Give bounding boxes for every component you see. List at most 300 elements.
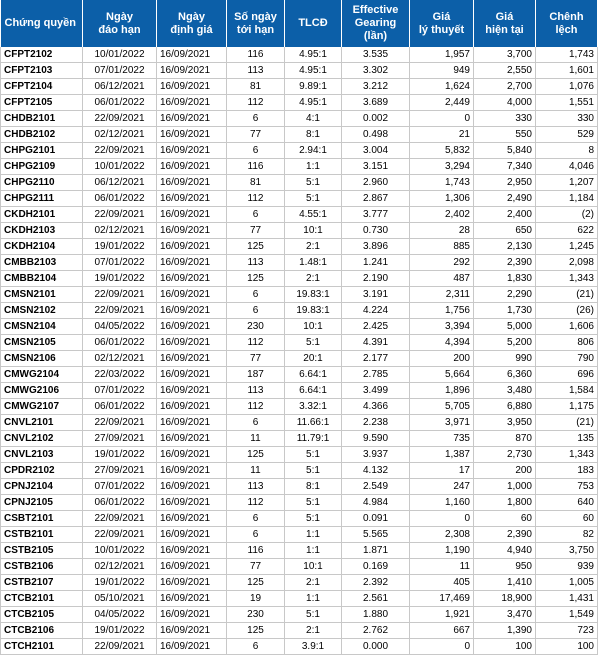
conversion-ratio-cell: 10:1 (285, 319, 342, 335)
conversion-ratio-cell: 20:1 (285, 351, 342, 367)
theoretical-price-cell: 5,832 (410, 143, 474, 159)
warrant-code-cell: CHPG2110 (1, 175, 83, 191)
effective-gearing-cell: 1.871 (342, 543, 410, 559)
effective-gearing-cell: 2.425 (342, 319, 410, 335)
theoretical-price-cell: 949 (410, 63, 474, 79)
conversion-ratio-cell: 6.64:1 (285, 383, 342, 399)
expiry-date-cell: 02/12/2021 (83, 351, 157, 367)
valuation-date-cell: 16/09/2021 (157, 543, 227, 559)
table-row (1, 623, 598, 639)
days-to-expiry-cell: 11 (227, 463, 285, 479)
effective-gearing-cell: 2.549 (342, 479, 410, 495)
expiry-date-cell: 22/03/2022 (83, 367, 157, 383)
table-row (1, 591, 598, 607)
theoretical-price-cell: 5,705 (410, 399, 474, 415)
current-price-cell: 2,290 (474, 287, 536, 303)
effective-gearing-cell: 2.561 (342, 591, 410, 607)
days-to-expiry-cell: 6 (227, 415, 285, 431)
valuation-date-cell: 16/09/2021 (157, 479, 227, 495)
warrant-code-cell: CTCB2101 (1, 591, 83, 607)
valuation-date-cell: 16/09/2021 (157, 431, 227, 447)
current-price-cell: 1,830 (474, 271, 536, 287)
days-to-expiry-cell: 125 (227, 447, 285, 463)
current-price-cell: 5,000 (474, 319, 536, 335)
effective-gearing-cell: 3.896 (342, 239, 410, 255)
theoretical-price-cell: 2,402 (410, 207, 474, 223)
current-price-cell: 3,950 (474, 415, 536, 431)
valuation-date-cell: 16/09/2021 (157, 303, 227, 319)
warrant-code-cell: CMSN2104 (1, 319, 83, 335)
expiry-date-cell: 22/09/2021 (83, 511, 157, 527)
warrant-code-cell: CKDH2103 (1, 223, 83, 239)
valuation-date-cell: 16/09/2021 (157, 79, 227, 95)
effective-gearing-cell: 2.762 (342, 623, 410, 639)
days-to-expiry-cell: 112 (227, 495, 285, 511)
current-price-cell: 1,390 (474, 623, 536, 639)
theoretical-price-cell: 4,394 (410, 335, 474, 351)
theoretical-price-cell: 1,160 (410, 495, 474, 511)
days-to-expiry-cell: 116 (227, 159, 285, 175)
effective-gearing-cell: 4.132 (342, 463, 410, 479)
theoretical-price-cell: 292 (410, 255, 474, 271)
effective-gearing-cell: 2.960 (342, 175, 410, 191)
table-row (1, 191, 598, 207)
current-price-cell: 5,840 (474, 143, 536, 159)
valuation-date-cell: 16/09/2021 (157, 351, 227, 367)
conversion-ratio-cell: 5:1 (285, 607, 342, 623)
expiry-date-cell: 06/12/2021 (83, 175, 157, 191)
conversion-ratio-cell: 5:1 (285, 175, 342, 191)
theoretical-price-cell: 1,387 (410, 447, 474, 463)
current-price-cell: 18,900 (474, 591, 536, 607)
conversion-ratio-cell: 5:1 (285, 495, 342, 511)
days-to-expiry-cell: 19 (227, 591, 285, 607)
valuation-date-cell: 16/09/2021 (157, 191, 227, 207)
expiry-date-cell: 07/01/2022 (83, 383, 157, 399)
valuation-date-cell: 16/09/2021 (157, 447, 227, 463)
conversion-ratio-cell: 8:1 (285, 479, 342, 495)
valuation-date-cell: 16/09/2021 (157, 527, 227, 543)
difference-cell: 1,606 (536, 319, 598, 335)
valuation-date-cell: 16/09/2021 (157, 175, 227, 191)
effective-gearing-cell: 2.392 (342, 575, 410, 591)
valuation-date-cell: 16/09/2021 (157, 383, 227, 399)
conversion-ratio-cell: 2:1 (285, 239, 342, 255)
valuation-date-cell: 16/09/2021 (157, 271, 227, 287)
valuation-date-cell: 16/09/2021 (157, 591, 227, 607)
difference-cell: 3,750 (536, 543, 598, 559)
warrant-code-cell: CHDB2102 (1, 127, 83, 143)
theoretical-price-cell: 3,971 (410, 415, 474, 431)
valuation-date-cell: 16/09/2021 (157, 415, 227, 431)
conversion-ratio-cell: 9.89:1 (285, 79, 342, 95)
difference-cell: 60 (536, 511, 598, 527)
theoretical-price-cell: 21 (410, 127, 474, 143)
theoretical-price-cell: 2,308 (410, 527, 474, 543)
expiry-date-cell: 19/01/2022 (83, 623, 157, 639)
expiry-date-cell: 04/05/2022 (83, 607, 157, 623)
theoretical-price-cell: 1,957 (410, 47, 474, 63)
effective-gearing-cell: 0.000 (342, 639, 410, 655)
conversion-ratio-cell: 2:1 (285, 575, 342, 591)
current-price-cell: 870 (474, 431, 536, 447)
current-price-cell: 1,800 (474, 495, 536, 511)
expiry-date-cell: 02/12/2021 (83, 127, 157, 143)
expiry-date-cell: 22/09/2021 (83, 527, 157, 543)
days-to-expiry-cell: 11 (227, 431, 285, 447)
expiry-date-cell: 06/01/2022 (83, 335, 157, 351)
days-to-expiry-cell: 112 (227, 399, 285, 415)
expiry-date-cell: 19/01/2022 (83, 239, 157, 255)
difference-cell: 1,245 (536, 239, 598, 255)
expiry-date-cell: 07/01/2022 (83, 479, 157, 495)
expiry-date-cell: 22/09/2021 (83, 303, 157, 319)
current-price-cell: 2,390 (474, 255, 536, 271)
effective-gearing-cell: 4.366 (342, 399, 410, 415)
days-to-expiry-cell: 6 (227, 143, 285, 159)
current-price-cell: 6,880 (474, 399, 536, 415)
table-row (1, 495, 598, 511)
difference-cell: 1,601 (536, 63, 598, 79)
theoretical-price-cell: 1,306 (410, 191, 474, 207)
table-row (1, 79, 598, 95)
days-to-expiry-cell: 6 (227, 303, 285, 319)
current-price-cell: 2,390 (474, 527, 536, 543)
difference-cell: 640 (536, 495, 598, 511)
valuation-date-cell: 16/09/2021 (157, 575, 227, 591)
expiry-date-cell: 06/12/2021 (83, 79, 157, 95)
table-row (1, 127, 598, 143)
conversion-ratio-cell: 2:1 (285, 271, 342, 287)
current-price-cell: 5,200 (474, 335, 536, 351)
valuation-date-cell: 16/09/2021 (157, 639, 227, 655)
difference-cell: 1,175 (536, 399, 598, 415)
table-row (1, 527, 598, 543)
conversion-ratio-cell: 4.95:1 (285, 47, 342, 63)
expiry-date-cell: 22/09/2021 (83, 287, 157, 303)
warrant-code-cell: CSTB2106 (1, 559, 83, 575)
effective-gearing-cell: 0.002 (342, 111, 410, 127)
table-row (1, 239, 598, 255)
current-price-cell: 3,700 (474, 47, 536, 63)
theoretical-price-cell: 885 (410, 239, 474, 255)
theoretical-price-cell: 2,311 (410, 287, 474, 303)
conversion-ratio-cell: 19.83:1 (285, 303, 342, 319)
current-price-cell: 3,470 (474, 607, 536, 623)
table-row (1, 95, 598, 111)
warrant-code-cell: CMSN2102 (1, 303, 83, 319)
conversion-ratio-cell: 10:1 (285, 223, 342, 239)
conversion-ratio-cell: 1:1 (285, 543, 342, 559)
conversion-ratio-cell: 4.95:1 (285, 95, 342, 111)
warrant-code-cell: CTCB2106 (1, 623, 83, 639)
theoretical-price-cell: 735 (410, 431, 474, 447)
current-price-cell: 2,550 (474, 63, 536, 79)
current-price-cell: 6,360 (474, 367, 536, 383)
theoretical-price-cell: 0 (410, 111, 474, 127)
effective-gearing-cell: 0.169 (342, 559, 410, 575)
table-row (1, 639, 598, 655)
current-price-cell: 1,000 (474, 479, 536, 495)
table-row (1, 271, 598, 287)
effective-gearing-cell: 3.499 (342, 383, 410, 399)
difference-cell: 1,431 (536, 591, 598, 607)
expiry-date-cell: 22/09/2021 (83, 415, 157, 431)
warrant-code-cell: CSTB2101 (1, 527, 83, 543)
difference-cell: 1,005 (536, 575, 598, 591)
expiry-date-cell: 10/01/2022 (83, 47, 157, 63)
warrant-code-cell: CHPG2109 (1, 159, 83, 175)
valuation-date-cell: 16/09/2021 (157, 223, 227, 239)
warrant-code-cell: CMWG2107 (1, 399, 83, 415)
warrant-code-cell: CSTB2107 (1, 575, 83, 591)
expiry-date-cell: 10/01/2022 (83, 543, 157, 559)
current-price-cell: 100 (474, 639, 536, 655)
table-row (1, 319, 598, 335)
valuation-date-cell: 16/09/2021 (157, 367, 227, 383)
conversion-ratio-cell: 10:1 (285, 559, 342, 575)
current-price-cell: 4,000 (474, 95, 536, 111)
current-price-cell: 2,730 (474, 447, 536, 463)
warrant-code-cell: CFPT2103 (1, 63, 83, 79)
theoretical-price-cell: 1,743 (410, 175, 474, 191)
days-to-expiry-cell: 112 (227, 95, 285, 111)
valuation-date-cell: 16/09/2021 (157, 255, 227, 271)
theoretical-price-cell: 5,664 (410, 367, 474, 383)
days-to-expiry-cell: 6 (227, 511, 285, 527)
expiry-date-cell: 02/12/2021 (83, 559, 157, 575)
warrant-code-cell: CHPG2111 (1, 191, 83, 207)
expiry-date-cell: 27/09/2021 (83, 463, 157, 479)
conversion-ratio-cell: 8:1 (285, 127, 342, 143)
effective-gearing-cell: 0.730 (342, 223, 410, 239)
header-expiry-date: Ngày đáo hạn (83, 0, 157, 47)
expiry-date-cell: 02/12/2021 (83, 223, 157, 239)
conversion-ratio-cell: 1:1 (285, 159, 342, 175)
difference-cell: 1,743 (536, 47, 598, 63)
conversion-ratio-cell: 11.66:1 (285, 415, 342, 431)
table-row (1, 463, 598, 479)
effective-gearing-cell: 2.177 (342, 351, 410, 367)
warrant-code-cell: CPDR2102 (1, 463, 83, 479)
conversion-ratio-cell: 5:1 (285, 335, 342, 351)
days-to-expiry-cell: 112 (227, 335, 285, 351)
table-row (1, 223, 598, 239)
conversion-ratio-cell: 2:1 (285, 623, 342, 639)
conversion-ratio-cell: 4:1 (285, 111, 342, 127)
theoretical-price-cell: 1,896 (410, 383, 474, 399)
effective-gearing-cell: 3.777 (342, 207, 410, 223)
days-to-expiry-cell: 113 (227, 479, 285, 495)
difference-cell: 135 (536, 431, 598, 447)
conversion-ratio-cell: 5:1 (285, 447, 342, 463)
current-price-cell: 200 (474, 463, 536, 479)
warrant-code-cell: CPNJ2104 (1, 479, 83, 495)
expiry-date-cell: 27/09/2021 (83, 431, 157, 447)
warrant-code-cell: CMBB2104 (1, 271, 83, 287)
table-row (1, 559, 598, 575)
days-to-expiry-cell: 230 (227, 607, 285, 623)
valuation-date-cell: 16/09/2021 (157, 463, 227, 479)
effective-gearing-cell: 2.785 (342, 367, 410, 383)
theoretical-price-cell: 1,756 (410, 303, 474, 319)
warrant-code-cell: CMSN2101 (1, 287, 83, 303)
days-to-expiry-cell: 112 (227, 191, 285, 207)
days-to-expiry-cell: 77 (227, 559, 285, 575)
difference-cell: 330 (536, 111, 598, 127)
current-price-cell: 950 (474, 559, 536, 575)
warrant-code-cell: CNVL2101 (1, 415, 83, 431)
effective-gearing-cell: 2.867 (342, 191, 410, 207)
effective-gearing-cell: 3.151 (342, 159, 410, 175)
days-to-expiry-cell: 125 (227, 623, 285, 639)
theoretical-price-cell: 3,394 (410, 319, 474, 335)
expiry-date-cell: 06/01/2022 (83, 399, 157, 415)
effective-gearing-cell: 9.590 (342, 431, 410, 447)
valuation-date-cell: 16/09/2021 (157, 319, 227, 335)
warrant-code-cell: CTCH2101 (1, 639, 83, 655)
warrant-code-cell: CHPG2101 (1, 143, 83, 159)
warrant-code-cell: CPNJ2105 (1, 495, 83, 511)
expiry-date-cell: 06/01/2022 (83, 95, 157, 111)
days-to-expiry-cell: 6 (227, 639, 285, 655)
warrant-code-cell: CFPT2105 (1, 95, 83, 111)
difference-cell: (21) (536, 415, 598, 431)
warrant-code-cell: CSTB2105 (1, 543, 83, 559)
valuation-date-cell: 16/09/2021 (157, 143, 227, 159)
days-to-expiry-cell: 6 (227, 287, 285, 303)
expiry-date-cell: 22/09/2021 (83, 111, 157, 127)
valuation-date-cell: 16/09/2021 (157, 63, 227, 79)
table-row (1, 111, 598, 127)
expiry-date-cell: 19/01/2022 (83, 447, 157, 463)
valuation-date-cell: 16/09/2021 (157, 239, 227, 255)
difference-cell: 183 (536, 463, 598, 479)
current-price-cell: 60 (474, 511, 536, 527)
difference-cell: 753 (536, 479, 598, 495)
valuation-date-cell: 16/09/2021 (157, 159, 227, 175)
table-row (1, 431, 598, 447)
warrant-code-cell: CTCB2105 (1, 607, 83, 623)
effective-gearing-cell: 0.498 (342, 127, 410, 143)
difference-cell: 1,549 (536, 607, 598, 623)
table-row (1, 479, 598, 495)
theoretical-price-cell: 2,449 (410, 95, 474, 111)
conversion-ratio-cell: 2.94:1 (285, 143, 342, 159)
days-to-expiry-cell: 6 (227, 527, 285, 543)
effective-gearing-cell: 0.091 (342, 511, 410, 527)
effective-gearing-cell: 3.191 (342, 287, 410, 303)
difference-cell: 622 (536, 223, 598, 239)
theoretical-price-cell: 1,190 (410, 543, 474, 559)
difference-cell: 100 (536, 639, 598, 655)
effective-gearing-cell: 4.224 (342, 303, 410, 319)
effective-gearing-cell: 3.689 (342, 95, 410, 111)
conversion-ratio-cell: 5:1 (285, 463, 342, 479)
difference-cell: 1,584 (536, 383, 598, 399)
days-to-expiry-cell: 125 (227, 575, 285, 591)
theoretical-price-cell: 200 (410, 351, 474, 367)
effective-gearing-cell: 3.937 (342, 447, 410, 463)
warrant-code-cell: CMBB2103 (1, 255, 83, 271)
current-price-cell: 330 (474, 111, 536, 127)
valuation-date-cell: 16/09/2021 (157, 399, 227, 415)
days-to-expiry-cell: 116 (227, 543, 285, 559)
theoretical-price-cell: 247 (410, 479, 474, 495)
conversion-ratio-cell: 3.32:1 (285, 399, 342, 415)
current-price-cell: 1,410 (474, 575, 536, 591)
expiry-date-cell: 19/01/2022 (83, 271, 157, 287)
table-row (1, 143, 598, 159)
conversion-ratio-cell: 3.9:1 (285, 639, 342, 655)
difference-cell: 1,076 (536, 79, 598, 95)
difference-cell: 806 (536, 335, 598, 351)
theoretical-price-cell: 0 (410, 639, 474, 655)
conversion-ratio-cell: 1:1 (285, 591, 342, 607)
warrant-code-cell: CMSN2106 (1, 351, 83, 367)
table-row (1, 351, 598, 367)
current-price-cell: 4,940 (474, 543, 536, 559)
conversion-ratio-cell: 11.79:1 (285, 431, 342, 447)
current-price-cell: 2,400 (474, 207, 536, 223)
table-row (1, 207, 598, 223)
current-price-cell: 7,340 (474, 159, 536, 175)
conversion-ratio-cell: 4.55:1 (285, 207, 342, 223)
valuation-date-cell: 16/09/2021 (157, 47, 227, 63)
header-effective-gearing: Effective Gearing (lần) (342, 0, 410, 47)
warrant-code-cell: CMWG2106 (1, 383, 83, 399)
days-to-expiry-cell: 81 (227, 79, 285, 95)
warrant-code-cell: CFPT2104 (1, 79, 83, 95)
effective-gearing-cell: 4.984 (342, 495, 410, 511)
table-row (1, 175, 598, 191)
valuation-date-cell: 16/09/2021 (157, 335, 227, 351)
effective-gearing-cell: 4.391 (342, 335, 410, 351)
conversion-ratio-cell: 4.95:1 (285, 63, 342, 79)
effective-gearing-cell: 2.238 (342, 415, 410, 431)
warrant-code-cell: CHDB2101 (1, 111, 83, 127)
warrant-code-cell: CKDH2104 (1, 239, 83, 255)
conversion-ratio-cell: 1.48:1 (285, 255, 342, 271)
current-price-cell: 2,700 (474, 79, 536, 95)
effective-gearing-cell: 3.535 (342, 47, 410, 63)
difference-cell: 82 (536, 527, 598, 543)
conversion-ratio-cell: 19.83:1 (285, 287, 342, 303)
warrant-code-cell: CMSN2105 (1, 335, 83, 351)
days-to-expiry-cell: 187 (227, 367, 285, 383)
expiry-date-cell: 22/09/2021 (83, 143, 157, 159)
difference-cell: 696 (536, 367, 598, 383)
theoretical-price-cell: 28 (410, 223, 474, 239)
expiry-date-cell: 05/10/2021 (83, 591, 157, 607)
header-days-to-expiry: Số ngày tới hạn (227, 0, 285, 47)
current-price-cell: 1,730 (474, 303, 536, 319)
table-row (1, 399, 598, 415)
table-row (1, 447, 598, 463)
warrant-code-cell: CSBT2101 (1, 511, 83, 527)
table-row (1, 575, 598, 591)
theoretical-price-cell: 17,469 (410, 591, 474, 607)
days-to-expiry-cell: 81 (227, 175, 285, 191)
header-conversion-ratio: TLCĐ (285, 0, 342, 47)
header-warrant-code: Chứng quyền (1, 0, 83, 47)
table-row (1, 383, 598, 399)
current-price-cell: 2,490 (474, 191, 536, 207)
table-row (1, 367, 598, 383)
current-price-cell: 650 (474, 223, 536, 239)
theoretical-price-cell: 1,921 (410, 607, 474, 623)
current-price-cell: 3,480 (474, 383, 536, 399)
